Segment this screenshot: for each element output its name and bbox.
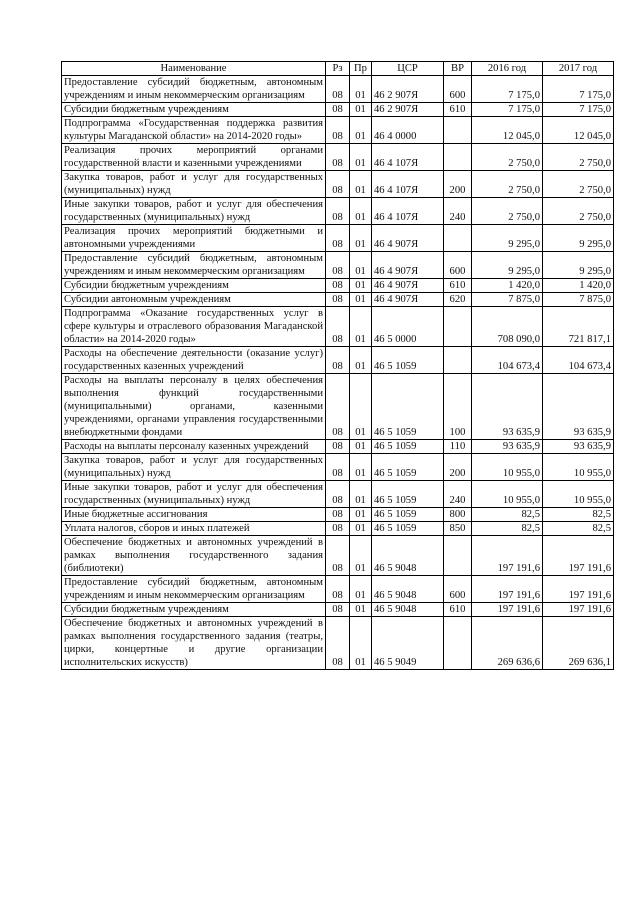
row-rz-cell: 08 [326, 198, 350, 225]
header-pr: Пр [350, 62, 372, 76]
row-name-cell: Субсидии бюджетным учреждениям [62, 603, 326, 617]
row-pr-cell: 01 [350, 279, 372, 293]
row-2017-cell: 7 875,0 [543, 293, 614, 307]
row-vr-cell [444, 144, 472, 171]
row-2016-cell: 93 635,9 [472, 374, 543, 440]
row-2016-cell: 104 673,4 [472, 347, 543, 374]
table-row [62, 307, 614, 347]
row-name-cell: Подпрограмма «Государственная поддержка развития культуры Магаданской области» на 2014-2020 годы» [62, 117, 326, 144]
table-row [62, 440, 614, 454]
table-row [62, 347, 614, 374]
row-2016-cell: 82,5 [472, 508, 543, 522]
row-pr-cell: 01 [350, 103, 372, 117]
row-vr-cell: 200 [444, 454, 472, 481]
row-csr-cell: 46 5 1059 [372, 374, 444, 440]
row-2016-cell: 269 636,6 [472, 617, 543, 670]
row-csr-cell: 46 4 907Я [372, 279, 444, 293]
row-rz-cell: 08 [326, 252, 350, 279]
row-2017-cell: 7 175,0 [543, 103, 614, 117]
table-row [62, 576, 614, 603]
row-name-cell: Расходы на выплаты персоналу в целях обеспечения выполнения функций государственными (муниципальными) органами, казенными учреждениями, органами управления государственными внебюджетными фондами [62, 374, 326, 440]
row-vr-cell [444, 617, 472, 670]
row-name-cell: Реализация прочих мероприятий бюджетными и автономными учреждениями [62, 225, 326, 252]
row-2016-cell: 9 295,0 [472, 252, 543, 279]
row-2017-cell: 10 955,0 [543, 481, 614, 508]
row-2017-cell: 269 636,1 [543, 617, 614, 670]
row-2016-cell: 9 295,0 [472, 225, 543, 252]
row-rz-cell: 08 [326, 347, 350, 374]
row-csr-cell: 46 5 0000 [372, 307, 444, 347]
row-2016-cell: 1 420,0 [472, 279, 543, 293]
row-vr-cell: 610 [444, 279, 472, 293]
row-2017-cell: 12 045,0 [543, 117, 614, 144]
row-vr-cell: 100 [444, 374, 472, 440]
row-name-cell: Иные закупки товаров, работ и услуг для обеспечения государственных (муниципальных) нужд [62, 481, 326, 508]
row-name-cell: Предоставление субсидий бюджетным, автономным учреждениям и иным некоммерческим организациям [62, 576, 326, 603]
table-row [62, 171, 614, 198]
row-csr-cell: 46 5 9048 [372, 603, 444, 617]
row-2017-cell: 1 420,0 [543, 279, 614, 293]
row-vr-cell [444, 117, 472, 144]
row-2017-cell: 7 175,0 [543, 76, 614, 103]
row-csr-cell: 46 4 907Я [372, 293, 444, 307]
row-csr-cell: 46 5 1059 [372, 522, 444, 536]
table-row [62, 198, 614, 225]
row-pr-cell: 01 [350, 481, 372, 508]
row-csr-cell: 46 4 0000 [372, 117, 444, 144]
header-vr: ВР [444, 62, 472, 76]
row-rz-cell: 08 [326, 454, 350, 481]
row-2017-cell: 9 295,0 [543, 225, 614, 252]
row-name-cell: Расходы на выплаты персоналу казенных учреждений [62, 440, 326, 454]
row-2016-cell: 197 191,6 [472, 603, 543, 617]
row-2017-cell: 2 750,0 [543, 144, 614, 171]
table-row [62, 536, 614, 576]
row-pr-cell: 01 [350, 225, 372, 252]
row-pr-cell: 01 [350, 374, 372, 440]
row-csr-cell: 46 5 9049 [372, 617, 444, 670]
row-2017-cell: 2 750,0 [543, 171, 614, 198]
row-csr-cell: 46 2 907Я [372, 103, 444, 117]
row-vr-cell [444, 536, 472, 576]
row-2016-cell: 93 635,9 [472, 440, 543, 454]
row-2016-cell: 12 045,0 [472, 117, 543, 144]
table-row [62, 117, 614, 144]
row-2017-cell: 9 295,0 [543, 252, 614, 279]
row-name-cell: Уплата налогов, сборов и иных платежей [62, 522, 326, 536]
table-row [62, 522, 614, 536]
row-csr-cell: 46 4 907Я [372, 225, 444, 252]
row-2016-cell: 7 175,0 [472, 103, 543, 117]
row-rz-cell: 08 [326, 117, 350, 144]
row-csr-cell: 46 5 1059 [372, 508, 444, 522]
row-2017-cell: 82,5 [543, 508, 614, 522]
row-vr-cell: 800 [444, 508, 472, 522]
table-row [62, 279, 614, 293]
row-pr-cell: 01 [350, 117, 372, 144]
row-vr-cell: 610 [444, 603, 472, 617]
table-row [62, 454, 614, 481]
row-csr-cell: 46 5 1059 [372, 347, 444, 374]
row-pr-cell: 01 [350, 293, 372, 307]
table-row [62, 603, 614, 617]
row-rz-cell: 08 [326, 171, 350, 198]
row-name-cell: Субсидии бюджетным учреждениям [62, 103, 326, 117]
table-row [62, 481, 614, 508]
row-2016-cell: 82,5 [472, 522, 543, 536]
row-pr-cell: 01 [350, 522, 372, 536]
row-pr-cell: 01 [350, 252, 372, 279]
header-2016: 2016 год [472, 62, 543, 76]
row-rz-cell: 08 [326, 508, 350, 522]
row-2016-cell: 2 750,0 [472, 171, 543, 198]
table-row [62, 144, 614, 171]
row-name-cell: Иные бюджетные ассигнования [62, 508, 326, 522]
row-rz-cell: 08 [326, 279, 350, 293]
row-vr-cell: 110 [444, 440, 472, 454]
row-rz-cell: 08 [326, 374, 350, 440]
row-2017-cell: 104 673,4 [543, 347, 614, 374]
row-2017-cell: 2 750,0 [543, 198, 614, 225]
row-vr-cell: 240 [444, 481, 472, 508]
row-2017-cell: 197 191,6 [543, 536, 614, 576]
row-vr-cell: 600 [444, 576, 472, 603]
row-2016-cell: 10 955,0 [472, 454, 543, 481]
row-csr-cell: 46 5 1059 [372, 440, 444, 454]
row-csr-cell: 46 2 907Я [372, 76, 444, 103]
row-name-cell: Закупка товаров, работ и услуг для государственных (муниципальных) нужд [62, 171, 326, 198]
row-2017-cell: 721 817,1 [543, 307, 614, 347]
row-csr-cell: 46 5 9048 [372, 536, 444, 576]
row-vr-cell: 600 [444, 76, 472, 103]
row-2016-cell: 2 750,0 [472, 144, 543, 171]
row-rz-cell: 08 [326, 617, 350, 670]
row-rz-cell: 08 [326, 576, 350, 603]
row-csr-cell: 46 4 907Я [372, 252, 444, 279]
row-pr-cell: 01 [350, 536, 372, 576]
row-vr-cell: 620 [444, 293, 472, 307]
row-vr-cell [444, 225, 472, 252]
row-rz-cell: 08 [326, 76, 350, 103]
row-csr-cell: 46 4 107Я [372, 171, 444, 198]
row-pr-cell: 01 [350, 171, 372, 198]
row-csr-cell: 46 5 1059 [372, 454, 444, 481]
row-2016-cell: 197 191,6 [472, 576, 543, 603]
table-row [62, 225, 614, 252]
row-name-cell: Предоставление субсидий бюджетным, автономным учреждениям и иным некоммерческим организациям [62, 76, 326, 103]
row-vr-cell [444, 307, 472, 347]
row-2016-cell: 10 955,0 [472, 481, 543, 508]
row-pr-cell: 01 [350, 144, 372, 171]
row-vr-cell: 200 [444, 171, 472, 198]
row-pr-cell: 01 [350, 454, 372, 481]
row-pr-cell: 01 [350, 603, 372, 617]
row-csr-cell: 46 5 9048 [372, 576, 444, 603]
row-rz-cell: 08 [326, 144, 350, 171]
row-rz-cell: 08 [326, 225, 350, 252]
row-2016-cell: 197 191,6 [472, 536, 543, 576]
row-name-cell: Предоставление субсидий бюджетным, автономным учреждениям и иным некоммерческим организациям [62, 252, 326, 279]
row-pr-cell: 01 [350, 440, 372, 454]
row-name-cell: Обеспечение бюджетных и автономных учреждений в рамках выполнения государственного задания (библиотеки) [62, 536, 326, 576]
row-csr-cell: 46 5 1059 [372, 481, 444, 508]
table-row [62, 293, 614, 307]
row-rz-cell: 08 [326, 307, 350, 347]
row-csr-cell: 46 4 107Я [372, 144, 444, 171]
row-rz-cell: 08 [326, 293, 350, 307]
budget-table [61, 61, 614, 670]
row-2017-cell: 197 191,6 [543, 576, 614, 603]
row-vr-cell: 850 [444, 522, 472, 536]
row-vr-cell: 240 [444, 198, 472, 225]
row-2016-cell: 2 750,0 [472, 198, 543, 225]
row-2017-cell: 197 191,6 [543, 603, 614, 617]
row-2017-cell: 10 955,0 [543, 454, 614, 481]
header-rz: Рз [326, 62, 350, 76]
row-csr-cell: 46 4 107Я [372, 198, 444, 225]
row-vr-cell: 610 [444, 103, 472, 117]
table-row [62, 76, 614, 103]
table-row [62, 252, 614, 279]
row-2017-cell: 93 635,9 [543, 440, 614, 454]
row-rz-cell: 08 [326, 603, 350, 617]
row-2016-cell: 7 875,0 [472, 293, 543, 307]
row-vr-cell: 600 [444, 252, 472, 279]
row-pr-cell: 01 [350, 576, 372, 603]
table-row [62, 103, 614, 117]
row-pr-cell: 01 [350, 76, 372, 103]
table-row [62, 508, 614, 522]
row-2017-cell: 82,5 [543, 522, 614, 536]
header-name: Наименование [62, 62, 326, 76]
row-pr-cell: 01 [350, 617, 372, 670]
table-header-row [62, 62, 614, 76]
header-csr: ЦСР [372, 62, 444, 76]
table-row [62, 617, 614, 670]
row-rz-cell: 08 [326, 481, 350, 508]
row-name-cell: Обеспечение бюджетных и автономных учреждений в рамках выполнения государственного задания (театры, цирки, концертные и другие организации исполнительских искусств) [62, 617, 326, 670]
row-name-cell: Реализация прочих мероприятий органами государственной власти и казенными учреждениями [62, 144, 326, 171]
row-rz-cell: 08 [326, 103, 350, 117]
row-rz-cell: 08 [326, 536, 350, 576]
row-vr-cell [444, 347, 472, 374]
row-pr-cell: 01 [350, 347, 372, 374]
row-name-cell: Субсидии бюджетным учреждениям [62, 279, 326, 293]
header-2017: 2017 год [543, 62, 614, 76]
document-page [61, 61, 614, 670]
row-2016-cell: 7 175,0 [472, 76, 543, 103]
table-body [62, 76, 614, 670]
row-name-cell: Подпрограмма «Оказание государственных услуг в сфере культуры и отраслевого образования Магаданской области» на 2014-2020 годы» [62, 307, 326, 347]
row-pr-cell: 01 [350, 198, 372, 225]
row-rz-cell: 08 [326, 440, 350, 454]
row-2017-cell: 93 635,9 [543, 374, 614, 440]
row-rz-cell: 08 [326, 522, 350, 536]
table-row [62, 374, 614, 440]
row-name-cell: Расходы на обеспечение деятельности (оказание услуг) государственных казенных учреждений [62, 347, 326, 374]
row-2016-cell: 708 090,0 [472, 307, 543, 347]
row-pr-cell: 01 [350, 307, 372, 347]
row-name-cell: Закупка товаров, работ и услуг для государственных (муниципальных) нужд [62, 454, 326, 481]
row-name-cell: Субсидии автономным учреждениям [62, 293, 326, 307]
row-pr-cell: 01 [350, 508, 372, 522]
row-name-cell: Иные закупки товаров, работ и услуг для обеспечения государственных (муниципальных) нужд [62, 198, 326, 225]
